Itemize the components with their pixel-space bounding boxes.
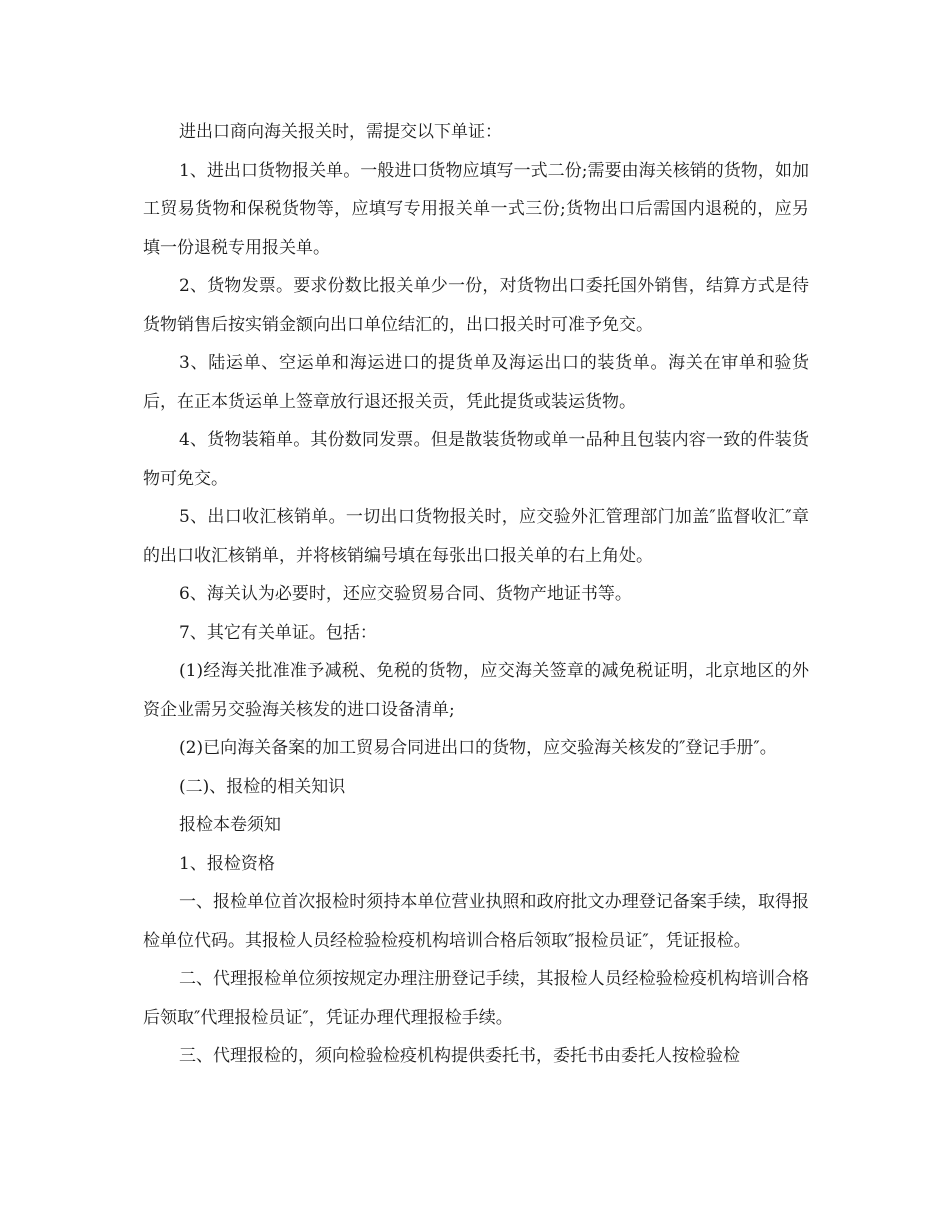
paragraph-item-2-invoice: 2、货物发票。要求份数比报关单少一份，对货物出口委托国外销售，结算方式是待货物销售后按实销金额向出口单位结汇的，出口报关时可准予免交。 (143, 276, 809, 335)
section-subheading-notice: 报检本卷须知 (179, 815, 281, 835)
paragraph-item-1-declaration-form: 1、进出口货物报关单。一般进口货物应填写一式二份;需要由海关核销的货物，如加工贸易货物和保税货物等，应填写专用报关单一式三份;货物出口后需国内退税的，应另填一份退税专用报关单。 (143, 160, 809, 258)
paragraph-intro: 进出口商向海关报关时，需提交以下单证： (179, 122, 502, 142)
paragraph-item-5-verification-form: 5、出口收汇核销单。一切出口货物报关时，应交验外汇管理部门加盖″监督收汇″章的出口收汇核销单，并将核销编号填在每张出口报关单的右上角处。 (143, 507, 809, 566)
paragraph-item-3-bills-of-lading: 3、陆运单、空运单和海运进口的提货单及海运出口的装货单。海关在审单和验货后，在正本货运单上签章放行退还报关贡，凭此提货或装运货物。 (143, 353, 809, 412)
paragraph-inspection-qualification: 1、报检资格 (179, 853, 275, 874)
paragraph-inspection-rule-2: 二、代理报检单位须按规定办理注册登记手续，其报检人员经检验检疫机构培训合格后领取″代理报检员证″，凭证办理代理报检手续。 (143, 969, 809, 1028)
paragraph-item-6-contracts: 6、海关认为必要时，还应交验贸易合同、货物产地证书等。 (179, 584, 632, 604)
section-heading-inspection: (二)、报检的相关知识 (179, 776, 346, 797)
paragraph-subitem-1-tax-exemption: (1)经海关批准准予减税、免税的货物，应交海关签章的减免税证明，北京地区的外资企业需另交验海关核发的进口设备清单; (143, 661, 809, 720)
paragraph-inspection-rule-1: 一、报检单位首次报检时须持本单位营业执照和政府批文办理登记备案手续，取得报检单位代码。其报检人员经检验检疫机构培训合格后领取″报检员证″，凭证报检。 (143, 892, 809, 951)
paragraph-subitem-2-registration-manual: (2)已向海关备案的加工贸易合同进出口的货物，应交验海关核发的″登记手册″。 (179, 738, 777, 758)
paragraph-inspection-rule-3: 三、代理报检的，须向检验检疫机构提供委托书，委托书由委托人按检验检 (179, 1046, 740, 1066)
document-body (143, 113, 809, 1076)
paragraph-item-4-packing-list: 4、货物装箱单。其份数同发票。但是散装货物或单一品种且包装内容一致的件装货物可免交。 (143, 430, 809, 489)
paragraph-item-7-other-documents: 7、其它有关单证。包括： (179, 622, 377, 643)
